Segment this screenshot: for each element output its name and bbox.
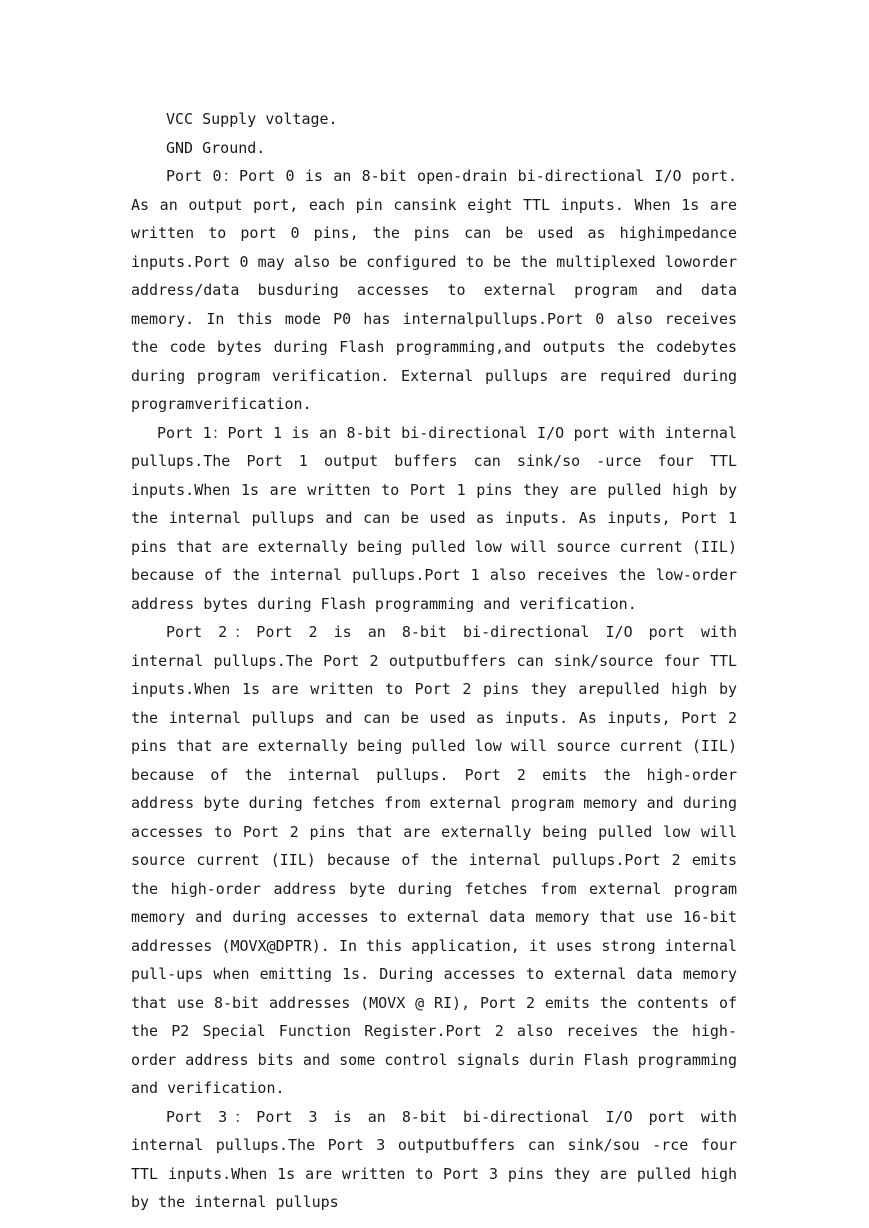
document-page — [131, 105, 737, 1217]
paragraph-gnd: GND Ground. — [166, 138, 266, 157]
paragraph-port-0: Port 0：Port 0 is an 8-bit open-drain bi-directional I/O port. As an output port, each pin cansink eight TTL inputs. When 1s are written to port 0 pins, the pins can be used as highimpedance inputs.Port 0 may also be configured to be the multiplexed loworder address/data busduring accesses to external program and data memory. In this mode P0 has internalpullups.Port 0 also receives the code bytes during Flash programming,and outputs the codebytes during program verification. External pullups are required during programverification. — [131, 167, 737, 413]
paragraph-port-3: Port 3：Port 3 is an 8-bit bi-directional I/O port with internal pullups.The Port 3 outputbuffers can sink/sou -rce four TTL inputs.When 1s are written to Port 3 pins they are pulled high by the internal pullups — [131, 1107, 737, 1211]
paragraph-port-2: Port 2：Port 2 is an 8-bit bi-directional I/O port with internal pullups.The Port 2 outputbuffers can sink/source four TTL inputs.When 1s are written to Port 2 pins they arepulled high by the internal pullups and can be used as inputs. As inputs, Port 2 pins that are externally being pulled low will source current (IIL) because of the internal pullups. Port 2 emits the high-order address byte during fetches from external program memory and during accesses to Port 2 pins that are externally being pulled low will source current (IIL) because of the internal pullups.Port 2 emits the high-order address byte during fetches from external program memory and during accesses to external data memory that use 16-bit addresses (MOVX@DPTR). In this application, it uses strong internal pull-ups when emitting 1s. During accesses to external data memory that use 8-bit addresses (MOVX @ RI), Port 2 emits the contents of the P2 Special Function Register.Port 2 also receives the high-order address bits and some control signals durin Flash programming and verification. — [131, 623, 737, 1097]
paragraph-port-1: Port 1：Port 1 is an 8-bit bi-directional I/O port with internal pullups.The Port 1 output buffers can sink/so -urce four TTL inputs.When 1s are written to Port 1 pins they are pulled high by the internal pullups and can be used as inputs. As inputs, Port 1 pins that are externally being pulled low will source current (IIL) because of the internal pullups.Port 1 also receives the low-order address bytes during Flash programming and verification. — [131, 423, 737, 613]
paragraph-vcc: VCC Supply voltage. — [166, 110, 338, 128]
